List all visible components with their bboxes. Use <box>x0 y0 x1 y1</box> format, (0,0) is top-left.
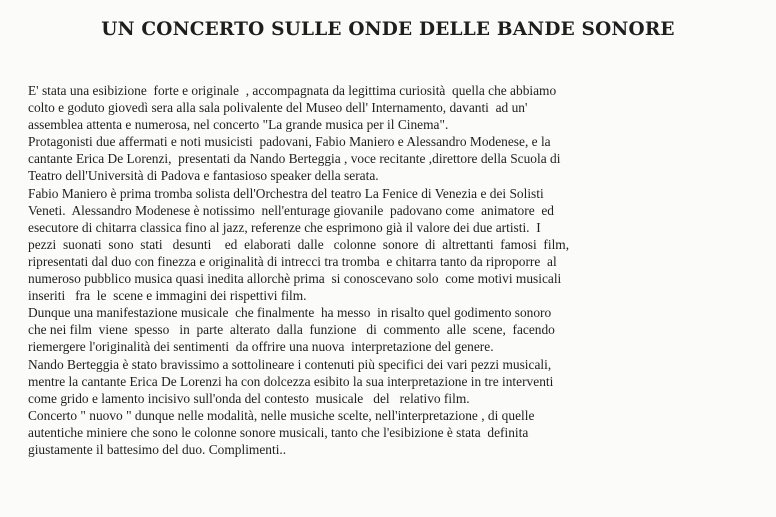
body-line: che nei film viene spesso in parte alterato dalla funzione di commento alle scene, facendo <box>28 322 555 338</box>
body-line: E' stata una esibizione forte e originale , accompagnata da legittima curiosità quella che abbiamo <box>28 83 557 98</box>
body-line: Teatro dell'Università di Padova e fantasioso speaker della serata. <box>28 168 379 184</box>
body-line: assemblea attenta e numerosa, nel concerto "La grande musica per il Cinema". <box>28 117 449 133</box>
body-line: ripresentati dal duo con finezza e originalità di intrecci tra tromba e chitarra tanto da riproporre al <box>28 253 557 269</box>
body-line: inseriti fra le scene e immagini dei rispettivi film. <box>28 288 307 304</box>
body-line: esecutore di chitarra classica fino al jazz, referenze che esprimono già il valore dei due artisti. I <box>28 219 541 235</box>
article-title: UN CONCERTO SULLE ONDE DELLE BANDE SONORE <box>101 19 675 40</box>
body-line: riemergere l'originalità dei sentimenti da offrire una nuova interpretazione del genere. <box>28 339 494 355</box>
body-line: mentre la cantante Erica De Lorenzi ha con dolcezza esibito la sua interpretazione in tre interventi <box>28 373 554 389</box>
body-line: Fabio Maniero è prima tromba solista dell'Orchestra del teatro La Fenice di Venezia e dei Solisti <box>28 185 544 201</box>
body-line: Concerto " nuovo " dunque nelle modalità, nelle musiche scelte, nell'interpretazione , di quelle <box>28 407 535 423</box>
body-line: numeroso pubblico musica quasi inedita allorchè prima si conoscevano solo come motivi musicali <box>28 271 562 287</box>
body-line: Nando Berteggia è stato bravissimo a sottolineare i contenuti più specifici dei vari pezzi musicali, <box>28 356 552 372</box>
body-line: giustamente il battesimo del duo. Complimenti.. <box>28 441 287 457</box>
body-line: colto e goduto giovedì sera alla sala polivalente del Museo dell' Internamento, davanti ad un' <box>28 100 528 116</box>
article-body <box>28 82 768 458</box>
body-line: Veneti. Alessandro Modenese è notissimo nell'enturage giovanile padovano come animatore ed <box>28 202 554 218</box>
body-line: cantante Erica De Lorenzi, presentati da Nando Berteggia , voce recitante ,direttore della Scuola di <box>28 151 561 167</box>
body-line: pezzi suonati sono stati desunti ed elaborati dalle colonne sonore di altrettanti famosi film, <box>28 236 570 252</box>
body-line: Dunque una manifestazione musicale che finalmente ha messo in risalto quel godimento sonoro <box>28 305 552 321</box>
body-line: Protagonisti due affermati e noti musicisti padovani, Fabio Maniero e Alessandro Modenese, e la <box>28 134 551 150</box>
body-line: come grido e lamento incisivo sull'onda del contesto musicale del relativo film. <box>28 390 470 406</box>
body-line: autentiche miniere che sono le colonne sonore musicali, tanto che l'esibizione è stata definita <box>28 424 529 440</box>
